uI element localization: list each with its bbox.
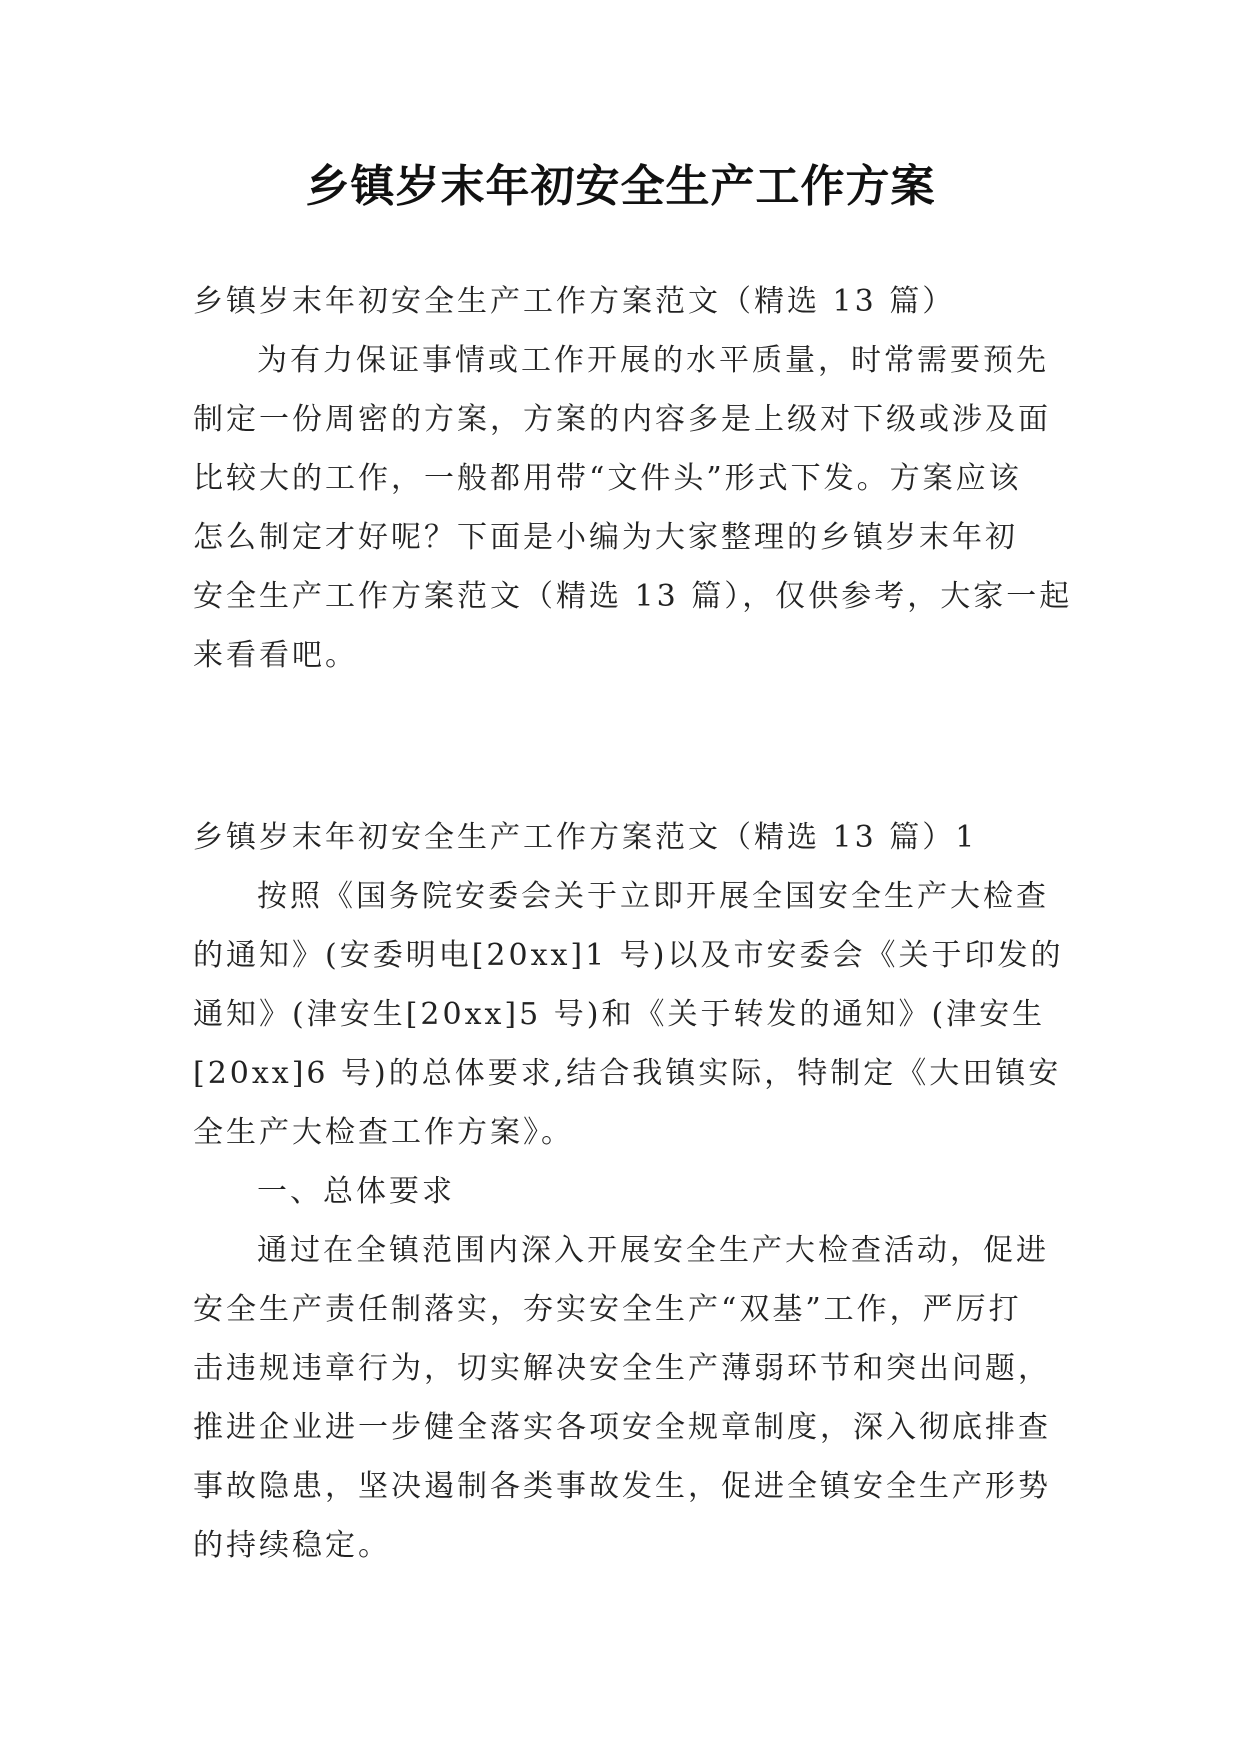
paragraph-line: 比较大的工作，一般都用带“文件头”形式下发。方案应该 bbox=[193, 461, 1022, 496]
paragraph-line: 安全生产工作方案范文（精选 13 篇），仅供参考，大家一起 bbox=[193, 579, 1073, 614]
paragraph-line: 的持续稳定。 bbox=[193, 1528, 391, 1563]
paragraph-line: [20xx]6 号)的总体要求,结合我镇实际，特制定《大田镇安 bbox=[193, 1056, 1062, 1091]
paragraph-line: 全生产大检查工作方案》。 bbox=[193, 1115, 574, 1150]
section-intro bbox=[193, 272, 1073, 685]
section-subtitle: 乡镇岁末年初安全生产工作方案范文（精选 13 篇）1 bbox=[193, 820, 978, 855]
paragraph-line: 为有力保证事情或工作开展的水平质量，时常需要预先 bbox=[257, 343, 1049, 378]
paragraph-line: 制定一份周密的方案，方案的内容多是上级对下级或涉及面 bbox=[193, 402, 1051, 437]
paragraph-line: 击违规违章行为，切实解决安全生产薄弱环节和突出问题， bbox=[193, 1351, 1051, 1386]
section-1 bbox=[193, 808, 1064, 1575]
paragraph-line: 按照《国务院安委会关于立即开展全国安全生产大检查 bbox=[257, 879, 1049, 914]
section-heading: 一、总体要求 bbox=[257, 1174, 455, 1209]
paragraph-line: 事故隐患，坚决遏制各类事故发生，促进全镇安全生产形势 bbox=[193, 1469, 1051, 1504]
paragraph-line: 推进企业进一步健全落实各项安全规章制度，深入彻底排查 bbox=[193, 1410, 1051, 1445]
paragraph-line: 通过在全镇范围内深入开展安全生产大检查活动，促进 bbox=[257, 1233, 1049, 1268]
paragraph-line: 通知》(津安生[20xx]5 号)和《关于转发的通知》(津安生 bbox=[193, 997, 1046, 1032]
document-title: 乡镇岁末年初安全生产工作方案 bbox=[305, 161, 936, 212]
paragraph-line: 来看看吧。 bbox=[193, 638, 358, 673]
paragraph-line: 的通知》(安委明电[20xx]1 号)以及市安委会《关于印发的 bbox=[193, 938, 1064, 973]
paragraph-line: 安全生产责任制落实，夯实安全生产“双基”工作，严厉打 bbox=[193, 1292, 1022, 1327]
paragraph-line: 怎么制定才好呢？下面是小编为大家整理的乡镇岁末年初 bbox=[193, 520, 1018, 555]
section-subtitle: 乡镇岁末年初安全生产工作方案范文（精选 13 篇） bbox=[193, 284, 956, 319]
